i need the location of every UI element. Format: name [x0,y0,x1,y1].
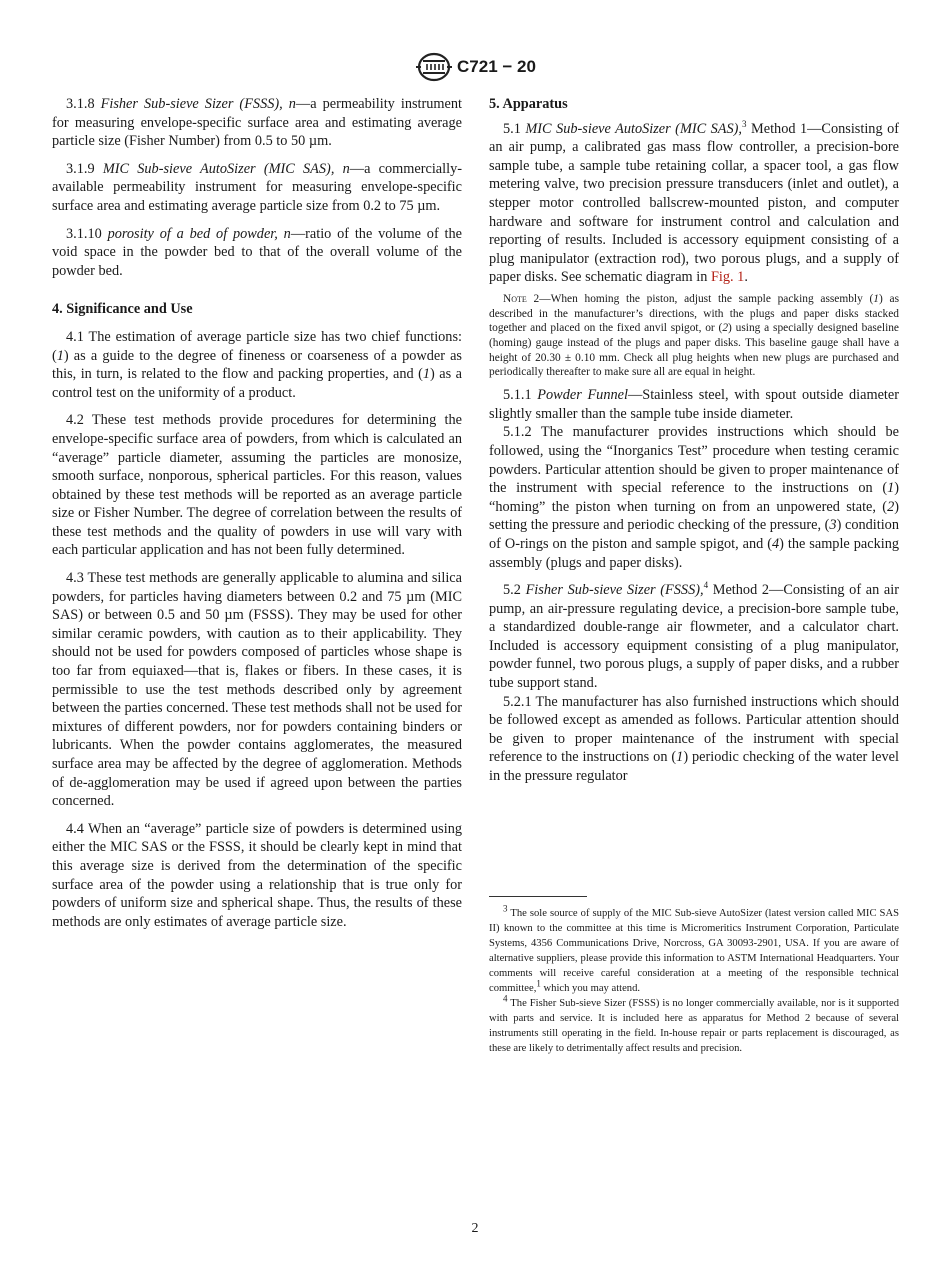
right-column [489,95,899,786]
footnotes [489,903,899,1056]
section-5-1-2: 5.1.2 The manufacturer provides instructions which should be followed, using the “Inorganics Test” procedure when testing ceramic powders. Particular attention should be given to proper maintenance of the instrument with special reference to the instructions on (1) “homing” the piston when turning on from an unpowered state, (2) setting the pressure and periodic checking of the pressure, (3) condition of O-rings on the piston and sample spigot, and (4) the sample packing assembly (plugs and paper disks). [489,424,899,571]
section-4-4: 4.4 When an “average” particle size of powders is determined using either the MIC SAS or the FSSS, it should be clearly kept in mind that this average size is derived from the determination of the specific surface area of the powder using a relationship that is true only for powders of uniform size and spherical shape. Thus, the results of these methods are only estimates of average particle size. [52,820,462,930]
page-header [0,52,950,86]
section-5-2: 5.2 Fisher Sub-sieve Sizer (FSSS),$^4$ Method 2—Consisting of an air pump, an air-pressure regulating device, a precision-bore sample tube, a standardized double-range air flowmeter, and a calculator chart. Included is accessory equipment consisting of a plug manipulator, powder funnel, two porous plugs, a supply of paper disks, and a rubber tube support stand. [489,580,900,692]
section-4-1: 4.1 The estimation of average particle size has two chief functions: (1) as a guide to the degree of fineness or coarseness of a powder as this, in turn, is related to the flow and packing properties, and (1) as a control test on the uniformity of a product. [52,328,462,401]
section-4-2: 4.2 These test methods provide procedures for determining the envelope-specific surface area of powders, from which is calculated an “average” particle diameter, assuming the particles are monosize, smooth surface, nonporous, spherical particles. For this reason, values obtained by these test methods will be reported as an average particle size or Fisher Number. The degree of correlation between the results of these test methods and the quality of powders in use will vary with each particular application and has not been fully determined. [52,412,462,559]
footnote-4: $^4$ The Fisher Sub-sieve Sizer (FSSS) is no longer commercially available, nor is it supported with parts and service. It is included here as apparatus for Method 2 because of several instruments still operating in the field. In-house repair or parts replacement is discouraged, as these are likely to detrimentally affect results and precision. [489,993,899,1054]
astm-logo-icon [414,52,454,82]
section-3-1-9: 3.1.9 MIC Sub-sieve AutoSizer (MIC SAS), n—a commercially-available permeability instrument for measuring envelope-specific surface area and estimating average particle size from 0.2 to 75 µm. [52,160,462,214]
section-5-1: 5.1 MIC Sub-sieve AutoSizer (MIC SAS),$^3$ Method 1—Consisting of an air pump, a calibrated gas mass flow controller, a precision-bore sample tube, a sample tube retaining collar, a spacer tool, a gas flow metering valve, two precision pressure transducers (inlet and outlet), a stepper motor controlled ballscrew-mounted piston, and computer hardware and software for instrument control and calculation and reporting of results. Included is accessory equipment consisting of a plug manipulator (extraction rod), two porous plugs, and a supply of paper disks. See schematic diagram in Fig. 1. [489,118,900,286]
figure-1-link[interactable]: Fig. 1 [710,269,745,286]
section-4-heading: 4. Significance and Use [52,301,193,318]
section-5-2-1: 5.2.1 The manufacturer has also furnished instructions which should be followed except as amended as follows. Particular attention should be given to proper maintenance of the instrument with special reference to the instructions on (1) periodic checking of the water level in the pressure regulator [489,693,899,785]
standard-designation: C721 − 20 [457,57,536,76]
section-3-1-10: 3.1.10 porosity of a bed of powder, n—ratio of the volume of the void space in the powder bed to that of the overall volume of the powder bed. [52,225,462,279]
section-4-3: 4.3 These test methods are generally applicable to alumina and silica powders, for particles having diameters between 0.2 and 75 µm (MIC SAS) or between 0.5 and 50 µm (FSSS). They may be used for other similar ceramic powders, with caution as to their applicability. They should not be used for powders composed of particles whose shape is too far from equiaxed—that is, flakes or fibers. In these cases, it is permissible to use the test methods described only by agreement between the parties concerned. These test methods shall not be used for mixtures of different powders, nor for powders containing binders or lubricants. When the powder contains agglomerates, the measured surface area may be affected by the degree of agglomeration. Methods of de-agglomeration may be used if agreed upon between the parties concerned. [52,570,462,810]
page-number: 2 [471,1221,479,1236]
section-3-1-8: 3.1.8 Fisher Sub-sieve Sizer (FSSS), n—a permeability instrument for measuring envelope-specific surface area and estimating average particle size (Fisher Number) from 0.5 to 50 µm. [52,96,463,150]
section-5-1-1: 5.1.1 Powder Funnel—Stainless steel, with spout outside diameter slightly smaller than the sample tube inside diameter. [489,387,899,422]
note-2: Note 2—When homing the piston, adjust the sample packing assembly (1) as described in the manufacturer’s directions, with the plugs and paper disks stacked together and placed on the fixed anvil spigot, or (2) using a specially designed baseline (homing) gauge instead of the plugs and paper disks. This baseline gauge shall have a height of 20.30 ± 0.10 mm. Check all plug heights when new plugs are purchased and periodically thereafter to make sure all are equal in height. [489,292,899,379]
section-5-heading: 5. Apparatus [489,96,568,112]
left-column [52,95,462,931]
footnote-separator [489,896,587,897]
footnote-3: $^3$ The sole source of supply of the MIC Sub-sieve AutoSizer (latest version called MIC SAS II) known to the committee at this time is Micromeritics Instrument Corporation, Particulate Systems, 4356 Communications Drive, Norcross, GA 30093-2901, USA. If you are aware of alternative suppliers, please provide this information to ASTM International Headquarters. Your comments will receive careful consideration at a meeting of the responsible technical committee,$^1$ which you may attend. [489,903,899,994]
